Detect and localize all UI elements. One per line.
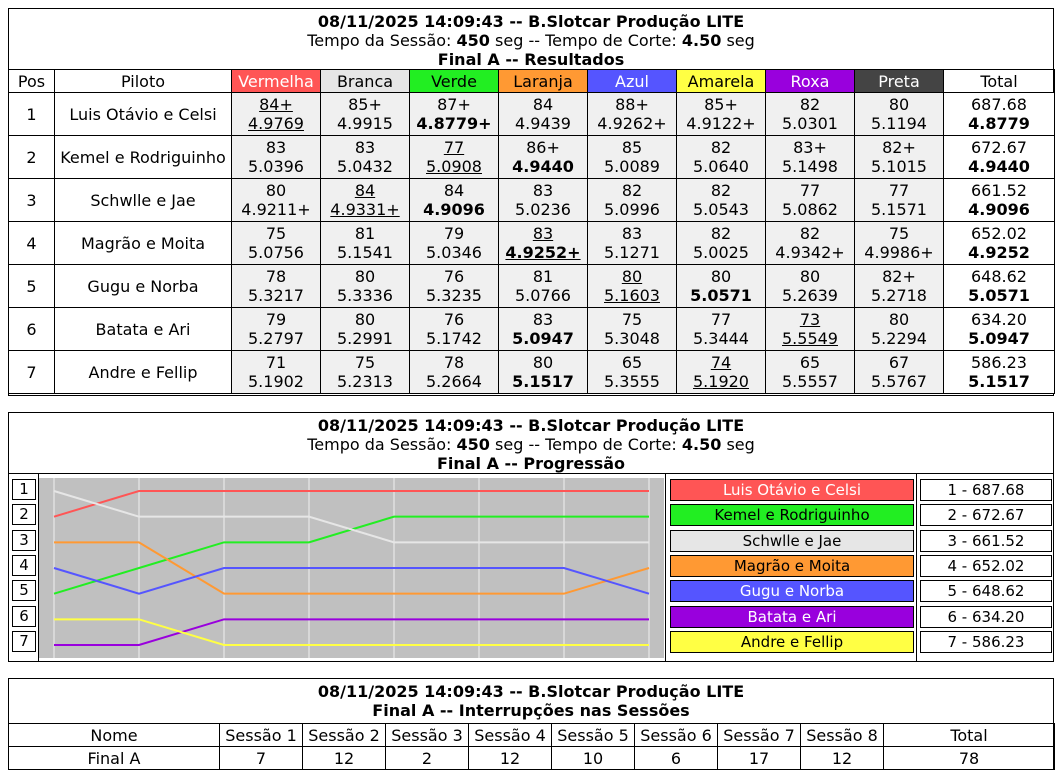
total-cell — [944, 308, 1055, 351]
best-lap-time: 5.2313 — [337, 372, 393, 391]
lap-count: 67 — [888, 353, 910, 372]
best-lap-time: 4.9439 — [515, 114, 571, 133]
column-header-1: Piloto — [55, 70, 232, 93]
total-best-lap: 4.9252 — [968, 243, 1030, 262]
interruptions-value: 6 — [635, 747, 718, 770]
best-lap-time: 5.1920 — [693, 372, 749, 391]
lane-result-cell — [232, 93, 321, 136]
results-datetime-title: 08/11/2025 14:09:43 -- B.Slotcar Produção LITE — [317, 12, 745, 31]
lap-count: 85+ — [348, 95, 382, 114]
best-lap-time: 5.1194 — [871, 114, 927, 133]
lane-result-cell — [321, 308, 410, 351]
results-title: Final A -- Resultados — [437, 50, 625, 69]
total-cell — [944, 93, 1055, 136]
lap-count: 65 — [621, 353, 643, 372]
position-cell: 3 — [9, 179, 55, 222]
final-score: 4 - 652.02 — [920, 555, 1052, 577]
lap-count: 83+ — [793, 138, 827, 157]
lap-count: 73 — [799, 310, 821, 329]
best-lap-time: 5.5557 — [782, 372, 838, 391]
position-cell: 6 — [9, 308, 55, 351]
interruptions-value: 12 — [469, 747, 552, 770]
best-lap-time: 4.9252+ — [505, 243, 581, 262]
lane-result-cell — [855, 93, 944, 136]
rank-label: 2 — [12, 504, 36, 525]
lane-result-cell — [588, 93, 677, 136]
interruptions-column-header: Sessão 4 — [469, 724, 552, 747]
interruptions-value: 10 — [552, 747, 635, 770]
results-row — [9, 265, 1055, 308]
lap-count: 82 — [621, 181, 643, 200]
position-cell: 2 — [9, 136, 55, 179]
lane-result-cell — [677, 136, 766, 179]
interruptions-value: 2 — [386, 747, 469, 770]
best-lap-time: 4.9986+ — [864, 243, 934, 262]
final-score: 6 - 634.20 — [920, 606, 1052, 628]
final-score: 5 - 648.62 — [920, 580, 1052, 602]
lane-result-cell — [766, 93, 855, 136]
lane-result-cell — [410, 93, 499, 136]
lane-result-cell — [499, 222, 588, 265]
best-lap-time: 5.2991 — [337, 329, 393, 348]
progression-session-info: Tempo da Sessão: 450 seg -- Tempo de Corte: 4.50 seg — [307, 435, 755, 454]
lane-result-cell — [766, 222, 855, 265]
best-lap-time: 5.3217 — [248, 286, 304, 305]
position-cell: 1 — [9, 93, 55, 136]
lap-count: 83 — [532, 181, 554, 200]
interruptions-value: Final A — [9, 747, 220, 770]
legend-item: Andre e Fellip — [670, 631, 914, 653]
lane-result-cell — [232, 179, 321, 222]
lane-result-cell — [766, 351, 855, 394]
best-lap-time: 4.9331+ — [330, 200, 400, 219]
lap-count: 79 — [265, 310, 287, 329]
lane-result-cell — [232, 222, 321, 265]
rank-label: 3 — [12, 530, 36, 551]
best-lap-time: 5.3048 — [604, 329, 660, 348]
lane-result-cell — [588, 179, 677, 222]
best-lap-time: 5.3444 — [693, 329, 749, 348]
lane-result-cell — [321, 265, 410, 308]
best-lap-time: 5.1541 — [337, 243, 393, 262]
lap-count: 75 — [354, 353, 376, 372]
best-lap-time: 5.0862 — [782, 200, 838, 219]
column-header-5: Laranja — [499, 70, 588, 93]
total-cell — [944, 222, 1055, 265]
best-lap-time: 5.0543 — [693, 200, 749, 219]
best-lap-time: 5.0908 — [426, 157, 482, 176]
results-row — [9, 222, 1055, 265]
total-score: 672.67 — [971, 138, 1027, 157]
interruptions-column-header: Sessão 6 — [635, 724, 718, 747]
interruptions-value: 7 — [220, 747, 303, 770]
lane-result-cell — [588, 265, 677, 308]
lane-result-cell — [855, 308, 944, 351]
best-lap-time: 5.1603 — [604, 286, 660, 305]
interruptions-value: 17 — [718, 747, 801, 770]
lap-count: 80 — [354, 310, 376, 329]
results-session-info: Tempo da Sessão: 450 seg -- Tempo de Corte: 4.50 seg — [307, 31, 755, 50]
best-lap-time: 5.0947 — [512, 329, 574, 348]
lane-result-cell — [321, 179, 410, 222]
best-lap-time: 5.3555 — [604, 372, 660, 391]
best-lap-time: 4.8779+ — [416, 114, 492, 133]
interruptions-column-header: Sessão 1 — [220, 724, 303, 747]
position-cell: 7 — [9, 351, 55, 394]
best-lap-time: 5.1517 — [512, 372, 574, 391]
lap-count: 71 — [265, 353, 287, 372]
final-score: 2 - 672.67 — [920, 504, 1052, 526]
lane-result-cell — [410, 136, 499, 179]
column-header-2: Vermelha — [232, 70, 321, 93]
total-best-lap: 4.9096 — [968, 200, 1030, 219]
total-score: 634.20 — [971, 310, 1027, 329]
lane-result-cell — [766, 308, 855, 351]
rank-label: 5 — [12, 580, 36, 601]
lap-count: 83 — [532, 310, 554, 329]
best-lap-time: 4.9096 — [423, 200, 485, 219]
results-header-row — [9, 70, 1055, 93]
lap-count: 75 — [888, 224, 910, 243]
best-lap-time: 4.9440 — [512, 157, 574, 176]
best-lap-time: 5.5549 — [782, 329, 838, 348]
legend-item: Magrão e Moita — [670, 555, 914, 577]
lap-count: 82 — [799, 224, 821, 243]
lap-count: 85+ — [704, 95, 738, 114]
lane-result-cell — [588, 222, 677, 265]
interruptions-column-header: Sessão 5 — [552, 724, 635, 747]
total-score: 687.68 — [971, 95, 1027, 114]
lap-count: 82 — [710, 138, 732, 157]
legend-item: Gugu e Norba — [670, 580, 914, 602]
lane-result-cell — [410, 308, 499, 351]
total-cell — [944, 351, 1055, 394]
total-best-lap: 5.1517 — [968, 372, 1030, 391]
interruptions-column-header: Sessão 8 — [801, 724, 884, 747]
interruptions-column-header: Nome — [9, 724, 220, 747]
progression-datetime-title: 08/11/2025 14:09:43 -- B.Slotcar Produção LITE — [317, 416, 745, 435]
lane-result-cell — [232, 351, 321, 394]
results-row — [9, 136, 1055, 179]
lap-count: 84 — [532, 95, 554, 114]
position-cell: 4 — [9, 222, 55, 265]
lap-count: 77 — [710, 310, 732, 329]
lane-result-cell — [499, 265, 588, 308]
best-lap-time: 5.3336 — [337, 286, 393, 305]
best-lap-time: 5.0396 — [248, 157, 304, 176]
lap-count: 77 — [443, 138, 465, 157]
best-lap-time: 5.0432 — [337, 157, 393, 176]
best-lap-time: 5.0236 — [515, 200, 571, 219]
interruptions-table — [8, 723, 1055, 770]
lane-result-cell — [499, 136, 588, 179]
interruptions-panel — [8, 678, 1054, 770]
best-lap-time: 5.5767 — [871, 372, 927, 391]
progression-panel — [8, 412, 1054, 662]
lap-count: 76 — [443, 267, 465, 286]
lane-result-cell — [499, 179, 588, 222]
lane-result-cell — [588, 351, 677, 394]
total-score: 648.62 — [971, 267, 1027, 286]
interruptions-column-header: Sessão 2 — [303, 724, 386, 747]
best-lap-time: 5.1271 — [604, 243, 660, 262]
lane-result-cell — [410, 179, 499, 222]
interruptions-header-row — [9, 724, 1055, 747]
position-cell: 5 — [9, 265, 55, 308]
lane-result-cell — [855, 351, 944, 394]
results-row — [9, 351, 1055, 394]
lap-count: 83 — [532, 224, 554, 243]
column-header-3: Branca — [321, 70, 410, 93]
best-lap-time: 5.2664 — [426, 372, 482, 391]
best-lap-time: 5.0346 — [426, 243, 482, 262]
lap-count: 80 — [799, 267, 821, 286]
lap-count: 80 — [888, 95, 910, 114]
best-lap-time: 4.9915 — [337, 114, 393, 133]
lane-result-cell — [855, 136, 944, 179]
pilot-name-cell: Andre e Fellip — [55, 351, 232, 394]
rank-label: 4 — [12, 555, 36, 576]
lane-result-cell — [499, 351, 588, 394]
best-lap-time: 5.0025 — [693, 243, 749, 262]
pilot-name-cell: Batata e Ari — [55, 308, 232, 351]
lane-result-cell — [677, 179, 766, 222]
rank-label: 6 — [12, 606, 36, 627]
results-row — [9, 93, 1055, 136]
lap-count: 80 — [265, 181, 287, 200]
lap-count: 82 — [710, 181, 732, 200]
total-best-lap: 5.0571 — [968, 286, 1030, 305]
total-cell — [944, 136, 1055, 179]
best-lap-time: 4.9211+ — [241, 200, 311, 219]
progression-title: Final A -- Progressão — [436, 454, 626, 473]
best-lap-time: 5.0766 — [515, 286, 571, 305]
legend-item: Kemel e Rodriguinho — [670, 504, 914, 526]
best-lap-time: 5.2797 — [248, 329, 304, 348]
best-lap-time: 5.0571 — [690, 286, 752, 305]
lane-result-cell — [410, 351, 499, 394]
lap-count: 82+ — [882, 138, 916, 157]
best-lap-time: 4.9122+ — [686, 114, 756, 133]
best-lap-time: 5.1571 — [871, 200, 927, 219]
lane-result-cell — [588, 308, 677, 351]
lane-result-cell — [499, 93, 588, 136]
lap-count: 82 — [710, 224, 732, 243]
best-lap-time: 5.0756 — [248, 243, 304, 262]
best-lap-time: 4.9342+ — [775, 243, 845, 262]
lane-result-cell — [855, 222, 944, 265]
total-best-lap: 4.9440 — [968, 157, 1030, 176]
lane-result-cell — [677, 308, 766, 351]
total-score: 661.52 — [971, 181, 1027, 200]
column-header-0: Pos — [9, 70, 55, 93]
lap-count: 82 — [799, 95, 821, 114]
best-lap-time: 5.1015 — [871, 157, 927, 176]
lane-result-cell — [410, 265, 499, 308]
column-header-6: Azul — [588, 70, 677, 93]
lap-count: 81 — [354, 224, 376, 243]
pilot-name-cell: Magrão e Moita — [55, 222, 232, 265]
lap-count: 88+ — [615, 95, 649, 114]
results-row — [9, 308, 1055, 351]
lap-count: 79 — [443, 224, 465, 243]
lap-count: 80 — [354, 267, 376, 286]
interruptions-datetime-title: 08/11/2025 14:09:43 -- B.Slotcar Produção LITE — [317, 682, 745, 701]
lap-count: 65 — [799, 353, 821, 372]
lane-result-cell — [499, 308, 588, 351]
lane-result-cell — [232, 265, 321, 308]
interruptions-value: 12 — [801, 747, 884, 770]
lap-count: 80 — [621, 267, 643, 286]
lane-result-cell — [321, 351, 410, 394]
total-cell — [944, 265, 1055, 308]
lap-count: 78 — [265, 267, 287, 286]
interruptions-value: 78 — [884, 747, 1055, 770]
lap-count: 74 — [710, 353, 732, 372]
pilot-name-cell: Gugu e Norba — [55, 265, 232, 308]
lap-count: 77 — [888, 181, 910, 200]
total-best-lap: 4.8779 — [968, 114, 1030, 133]
legend-item: Batata e Ari — [670, 606, 914, 628]
lap-count: 76 — [443, 310, 465, 329]
results-table — [8, 69, 1055, 394]
lane-result-cell — [321, 93, 410, 136]
final-score: 3 - 661.52 — [920, 530, 1052, 552]
lane-result-cell — [855, 265, 944, 308]
best-lap-time: 5.2639 — [782, 286, 838, 305]
lane-result-cell — [677, 265, 766, 308]
best-lap-time: 5.0301 — [782, 114, 838, 133]
lane-result-cell — [766, 136, 855, 179]
rank-label: 7 — [12, 631, 36, 652]
total-score: 652.02 — [971, 224, 1027, 243]
best-lap-time: 5.0640 — [693, 157, 749, 176]
best-lap-time: 4.9769 — [248, 114, 304, 133]
pilot-name-cell: Luis Otávio e Celsi — [55, 93, 232, 136]
lap-count: 84 — [354, 181, 376, 200]
lap-count: 78 — [443, 353, 465, 372]
total-cell — [944, 179, 1055, 222]
lap-count: 87+ — [437, 95, 471, 114]
best-lap-time: 5.2294 — [871, 329, 927, 348]
column-header-9: Preta — [855, 70, 944, 93]
total-score: 586.23 — [971, 353, 1027, 372]
best-lap-time: 5.0089 — [604, 157, 660, 176]
lane-result-cell — [677, 93, 766, 136]
lap-count: 84 — [443, 181, 465, 200]
lap-count: 83 — [621, 224, 643, 243]
lane-result-cell — [677, 222, 766, 265]
column-header-7: Amarela — [677, 70, 766, 93]
lap-count: 77 — [799, 181, 821, 200]
lane-result-cell — [232, 136, 321, 179]
interruptions-value: 12 — [303, 747, 386, 770]
legend-item: Schwlle e Jae — [670, 530, 914, 552]
interruptions-column-header: Total — [884, 724, 1055, 747]
lap-count: 80 — [888, 310, 910, 329]
lap-count: 81 — [532, 267, 554, 286]
best-lap-time: 4.9262+ — [597, 114, 667, 133]
total-best-lap: 5.0947 — [968, 329, 1030, 348]
best-lap-time: 5.1902 — [248, 372, 304, 391]
lap-count: 86+ — [526, 138, 560, 157]
results-row — [9, 179, 1055, 222]
lane-result-cell — [766, 179, 855, 222]
lap-count: 80 — [710, 267, 732, 286]
pilot-name-cell: Kemel e Rodriguinho — [55, 136, 232, 179]
best-lap-time: 5.0996 — [604, 200, 660, 219]
interruptions-column-header: Sessão 3 — [386, 724, 469, 747]
lane-result-cell — [321, 222, 410, 265]
column-header-10: Total — [944, 70, 1055, 93]
lap-count: 83 — [265, 138, 287, 157]
results-panel — [8, 8, 1054, 396]
lane-result-cell — [232, 308, 321, 351]
lap-count: 83 — [354, 138, 376, 157]
lane-result-cell — [766, 265, 855, 308]
legend-item: Luis Otávio e Celsi — [670, 479, 914, 501]
interruptions-data-row — [9, 747, 1055, 770]
best-lap-time: 5.1498 — [782, 157, 838, 176]
final-score: 1 - 687.68 — [920, 479, 1052, 501]
lap-count: 75 — [621, 310, 643, 329]
lane-result-cell — [410, 222, 499, 265]
lane-result-cell — [855, 179, 944, 222]
best-lap-time: 5.3235 — [426, 286, 482, 305]
interruptions-title: Final A -- Interrupções nas Sessões — [372, 701, 690, 720]
lap-count: 85 — [621, 138, 643, 157]
final-score: 7 - 586.23 — [920, 631, 1052, 653]
column-header-8: Roxa — [766, 70, 855, 93]
lane-result-cell — [677, 351, 766, 394]
lap-count: 75 — [265, 224, 287, 243]
interruptions-column-header: Sessão 7 — [718, 724, 801, 747]
lane-result-cell — [588, 136, 677, 179]
progression-chart — [39, 478, 664, 658]
lane-result-cell — [321, 136, 410, 179]
lap-count: 80 — [532, 353, 554, 372]
lap-count: 84+ — [259, 95, 293, 114]
best-lap-time: 5.1742 — [426, 329, 482, 348]
rank-label: 1 — [12, 479, 36, 500]
column-header-4: Verde — [410, 70, 499, 93]
lap-count: 82+ — [882, 267, 916, 286]
best-lap-time: 5.2718 — [871, 286, 927, 305]
pilot-name-cell: Schwlle e Jae — [55, 179, 232, 222]
